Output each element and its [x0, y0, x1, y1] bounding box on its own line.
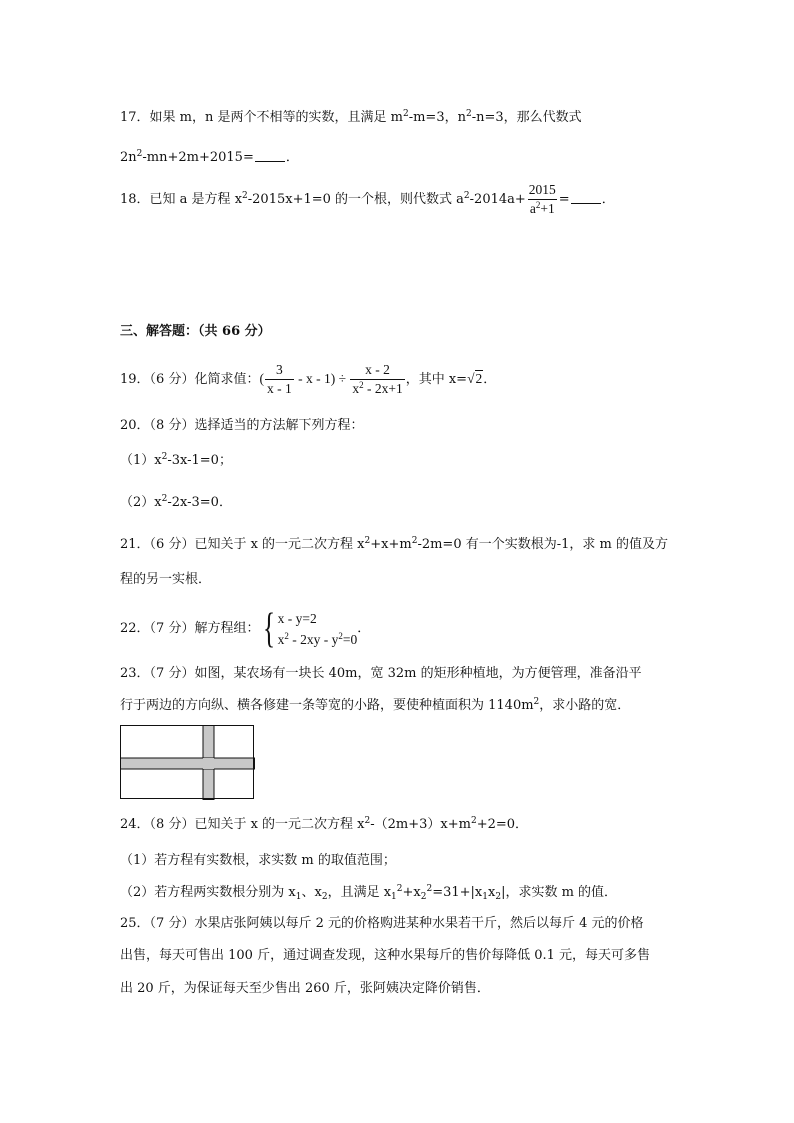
question-25-line-3: 出 20 斤，为保证每天至少售出 260 斤，张阿姨决定降价销售．: [120, 981, 490, 996]
question-25-line-2: 出售，每天可售出 100 斤，通过调查发现，这种水果每斤的售价每降低 0.1 元，每天可多售: [120, 948, 651, 963]
fraction-2015: $\frac{2015}{a^2+1}$: [528, 182, 556, 216]
path-crossing: [203, 758, 214, 769]
question-24-line-1: 24．（8 分）已知关于 x 的一元二次方程 $x^2-(2m+3)x+m^2+2=0$．: [120, 816, 529, 832]
answer-blank: [571, 191, 601, 204]
equation-system: { x - y=2 $x^2 - 2xy - y^2=0$: [263, 605, 358, 652]
question-20-stem: 20．（8 分）选择适当的方法解下列方程：: [120, 418, 364, 433]
question-20-part-2: $(2)x^2-2x-3=0$．: [120, 494, 232, 510]
question-21-line-1: 21．（6 分）已知关于 x 的一元二次方程 $x^2+x+m^2-2m=0$ 有一个实数根为-1，求 m 的值及方: [120, 536, 668, 552]
path-horizontal: [121, 758, 255, 769]
question-21-line-2: 程的另一实根．: [120, 572, 212, 587]
section-title: 三、解答题：（共 66 分）: [120, 324, 271, 339]
question-19: 19．（6 分）化简求值：( $\frac{3}{x - 1}$ - x - 1) ÷ $\frac{x - 2}{x^2 - 2x+1}$ ，其中 x=√2．: [120, 362, 497, 396]
question-23-line-2: 行于两边的方向纵、横各修建一条等宽的小路，要使种植面积为 $1140m^2$，求小路的宽．: [120, 697, 631, 713]
question-24-part-1: （1）若方程有实数根，求实数 m 的取值范围；: [120, 853, 396, 868]
question-23-line-1: 23．（7 分）如图，某农场有一块长 40m，宽 32m 的矩形种植地，为方便管理，准备沿平: [120, 666, 642, 681]
square-root: √2: [467, 371, 483, 386]
question-20-part-1: $(1)x^2-3x-1=0$；: [120, 452, 232, 468]
field-diagram: [120, 725, 255, 800]
question-22: 22．（7 分）解方程组： { x - y=2 $x^2 - 2xy - y^2=0$ ．: [120, 605, 371, 652]
fraction-3-over-x-1: $\frac{3}{x - 1}$: [266, 362, 292, 396]
question-17-line-2: $2n^2-mn+2m+2015=$ ．: [120, 149, 299, 165]
question-18: 18．已知 a 是方程 $x^2-2015x+1=0$ 的一个根，则代数式 $a^2-2014a+$ $\frac{2015}{a^2+1}$ = ．: [120, 182, 615, 216]
fraction-x-2: $\frac{x - 2}{x^2 - 2x+1}$: [352, 362, 403, 396]
question-24-part-2: （2）若方程两实数根分别为 $x_1$、$x_2$，且满足 $x_1^2+x_2^2=31+|x_1x_2|$，求实数 m 的值．: [120, 884, 618, 902]
question-25-line-1: 25．（7 分）水果店张阿姨以每斤 2 元的价格购进某种水果若干斤，然后以每斤 4 元的价格: [120, 916, 644, 931]
answer-blank: [255, 149, 285, 162]
question-17-line-1: 17．如果 m，n 是两个不相等的实数，且满足 $m^2-m=3$，$n^2-n=3$，那么代数式: [120, 109, 582, 125]
